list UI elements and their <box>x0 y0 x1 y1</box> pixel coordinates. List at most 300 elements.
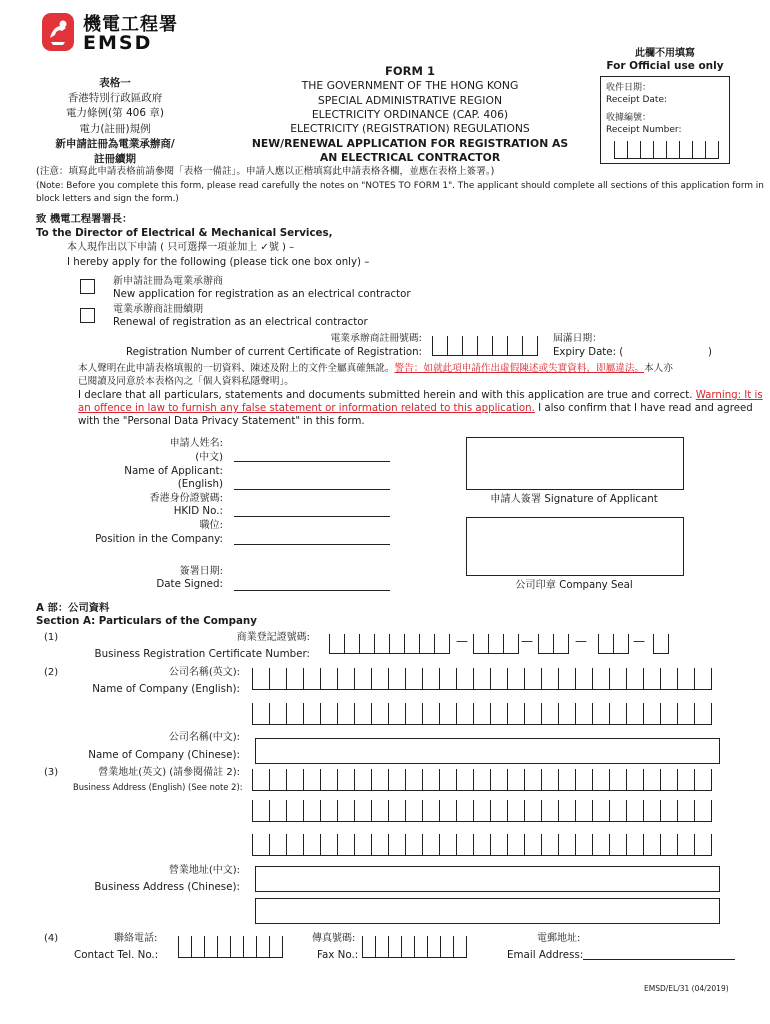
warning-english-cont: an offence in law to furnish any false statement or information related to this application. <box>78 403 535 414</box>
comb-cell-divider <box>492 336 493 356</box>
comb-cell-divider <box>414 936 415 958</box>
comb-cell-divider <box>558 769 559 791</box>
comb-cell-divider <box>439 703 440 725</box>
applicant-name-english-label: Name of Applicant: <box>124 465 223 477</box>
english-line: ELECTRICITY ORDINANCE (CAP. 406) <box>311 108 509 121</box>
comb-cell-divider <box>643 668 644 690</box>
comb-cell-divider <box>575 834 576 856</box>
warning-english: Warning: It is <box>695 390 763 401</box>
cert-reg-chinese: 電業承辦商註冊號碼: <box>330 333 422 344</box>
comb-cell-divider <box>230 936 231 958</box>
english-title-bold: AN ELECTRICAL CONTRACTOR <box>319 151 501 165</box>
company-name-english-chinese-label: 公司名稱(英文): <box>168 667 240 678</box>
comb-cell-divider <box>626 834 627 856</box>
note-english-cont: block letters and sign the form.) <box>36 194 179 204</box>
comb-cell-divider <box>449 634 450 654</box>
fax-comb[interactable] <box>362 936 467 958</box>
comb-cell-divider <box>490 668 491 690</box>
comb-cell-divider <box>507 769 508 791</box>
hkid-chinese-label: 香港身份證號碼: <box>149 493 223 504</box>
date-signed-field[interactable] <box>234 590 390 591</box>
comb-cell-divider <box>518 634 519 654</box>
comb-cell-divider <box>456 834 457 856</box>
company-seal-label: 公司印章 Company Seal <box>515 580 633 591</box>
business-address-english-chinese-label: 營業地址(英文) (請參閱備註 2): <box>98 767 240 778</box>
business-address-chinese-field-row1[interactable] <box>255 866 720 892</box>
declaration-english-c: with the "Personal Data Privacy Statement" in this form. <box>78 416 365 427</box>
comb-cell-divider <box>711 800 712 822</box>
comb-cell-divider <box>453 936 454 958</box>
official-use-title-chinese: 此欄不用填寫 <box>635 48 695 59</box>
brn-chinese-label: 商業登記證號碼: <box>236 632 310 643</box>
comb-cell-divider <box>427 936 428 958</box>
receipt-date-chinese: 收件日期： <box>606 83 652 93</box>
receipt-number-comb <box>614 141 719 159</box>
comb-cell-divider <box>626 668 627 690</box>
brn-comb-part5[interactable] <box>653 634 669 654</box>
comb-cell-divider <box>666 141 667 159</box>
comb-cell-divider <box>473 769 474 791</box>
date-signed-english-label: Date Signed: <box>156 578 223 590</box>
chinese-title-block <box>40 76 190 167</box>
comb-cell-divider <box>627 141 628 159</box>
emsd-logo <box>41 10 181 56</box>
comb-cell-divider <box>269 703 270 725</box>
item-number: (2) <box>44 667 59 678</box>
comb-cell-divider <box>359 634 360 654</box>
comb-cell-divider <box>592 703 593 725</box>
declaration-chinese-line1 <box>78 363 673 376</box>
chinese-line: 香港特別行政區政府 <box>67 92 163 105</box>
section-a-title-english: Section A: Particulars of the Company <box>36 615 257 627</box>
comb-cell-divider <box>419 634 420 654</box>
company-name-english-comb-row2[interactable] <box>252 703 712 725</box>
comb-cell-divider <box>694 800 695 822</box>
comb-cell-divider <box>337 668 338 690</box>
comb-cell-divider <box>388 703 389 725</box>
tel-english-label: Contact Tel. No.: <box>74 949 159 961</box>
comb-cell-divider <box>405 668 406 690</box>
apply-chinese: 本人現作出以下申請 ( 只可選擇一項並加上 ✓號 ) – <box>67 242 295 253</box>
applicant-name-chinese-sub: (中文) <box>195 452 223 463</box>
comb-cell-divider <box>344 634 345 654</box>
comb-cell-divider <box>524 834 525 856</box>
declaration-english-line1 <box>78 389 763 402</box>
business-address-english-comb-row1[interactable] <box>252 769 712 791</box>
comb-cell-divider <box>694 668 695 690</box>
comb-cell-divider <box>718 141 719 159</box>
comb-cell-divider <box>434 634 435 654</box>
comb-cell-divider <box>553 634 554 654</box>
option-renewal-english: Renewal of registration as an electrical contractor <box>113 317 368 328</box>
declaration-english-b: I also confirm that I have read and agreed <box>538 403 753 414</box>
comb-cell-divider <box>660 769 661 791</box>
comb-cell-divider <box>405 769 406 791</box>
comb-cell-divider <box>256 936 257 958</box>
option-new-chinese: 新申請註冊為電業承辦商 <box>113 276 223 287</box>
comb-cell-divider <box>282 936 283 958</box>
comb-cell-divider <box>558 668 559 690</box>
chinese-line: 電力條例(第 406 章) <box>66 107 164 120</box>
declaration-chinese: 本人聲明在此申請表格填報的一切資料、陳述及附上的文件全屬真確無訛。 <box>78 363 395 374</box>
comb-cell-divider <box>388 668 389 690</box>
business-address-english-label: Business Address (English) (See note 2): <box>73 782 243 792</box>
expiry-close: ) <box>708 347 712 358</box>
comb-cell-divider <box>660 834 661 856</box>
comb-cell-divider <box>592 769 593 791</box>
comb-cell-divider <box>405 834 406 856</box>
position-field[interactable] <box>234 544 390 545</box>
comb-cell-divider <box>388 834 389 856</box>
comb-cell-divider <box>541 834 542 856</box>
comb-cell-divider <box>405 703 406 725</box>
comb-cell-divider <box>447 336 448 356</box>
company-name-chinese-chinese-label: 公司名稱(中文): <box>168 732 240 743</box>
comb-cell-divider <box>575 769 576 791</box>
comb-cell-divider <box>422 703 423 725</box>
comb-cell-divider <box>643 703 644 725</box>
comb-cell-divider <box>462 336 463 356</box>
business-address-english-comb-row2[interactable] <box>252 800 712 822</box>
comb-cell-divider <box>371 703 372 725</box>
english-line: THE GOVERNMENT OF THE HONG KONG <box>301 79 519 93</box>
comb-cell-divider <box>405 800 406 822</box>
comb-cell-divider <box>613 634 614 654</box>
comb-cell-divider <box>592 800 593 822</box>
comb-cell-divider <box>191 936 192 958</box>
comb-cell-divider <box>640 141 641 159</box>
logo-english-text: EMSD <box>83 32 153 54</box>
comb-cell-divider <box>679 141 680 159</box>
receipt-number-chinese: 收據編號： <box>606 113 652 123</box>
comb-cell-divider <box>558 703 559 725</box>
comb-cell-divider <box>303 668 304 690</box>
comb-cell-divider <box>694 769 695 791</box>
comb-cell-divider <box>329 634 330 654</box>
comb-cell-divider <box>653 141 654 159</box>
comb-cell-divider <box>320 800 321 822</box>
comb-cell-divider <box>269 834 270 856</box>
comb-cell-divider <box>337 769 338 791</box>
declaration-english-line2 <box>78 402 753 415</box>
comb-cell-divider <box>575 703 576 725</box>
receipt-number-english: Receipt Number: <box>606 125 682 135</box>
declaration-chinese-c: 已閱讀及同意於本表格內之「個人資料私隱聲明」。 <box>78 376 294 387</box>
form-label: FORM 1 <box>385 64 435 78</box>
comb-cell-divider <box>388 769 389 791</box>
fax-chinese-label: 傳真號碼: <box>312 933 356 944</box>
comb-cell-divider <box>490 769 491 791</box>
comb-cell-divider <box>473 834 474 856</box>
emsd-emblem-icon <box>41 12 75 52</box>
comb-cell-divider <box>371 769 372 791</box>
company-name-english-label: Name of Company (English): <box>92 683 240 695</box>
comb-cell-divider <box>473 634 474 654</box>
brn-dash: — <box>521 634 533 648</box>
comb-cell-divider <box>609 800 610 822</box>
company-name-chinese-field[interactable] <box>255 738 720 764</box>
comb-cell-divider <box>252 769 253 791</box>
comb-cell-divider <box>711 668 712 690</box>
comb-cell-divider <box>252 800 253 822</box>
comb-cell-divider <box>320 668 321 690</box>
comb-cell-divider <box>575 800 576 822</box>
comb-cell-divider <box>490 800 491 822</box>
declaration-english: I declare that all particulars, statements and documents submitted herein and with this application are true and correct. <box>78 390 693 401</box>
comb-cell-divider <box>488 634 489 654</box>
comb-cell-divider <box>371 834 372 856</box>
comb-cell-divider <box>524 668 525 690</box>
applicant-name-english-sub: (English) <box>177 478 223 490</box>
comb-cell-divider <box>286 703 287 725</box>
comb-cell-divider <box>337 800 338 822</box>
new-application-checkbox[interactable] <box>80 279 95 294</box>
comb-cell-divider <box>371 800 372 822</box>
brn-comb-part4[interactable] <box>598 634 629 654</box>
comb-cell-divider <box>692 141 693 159</box>
comb-cell-divider <box>653 634 654 654</box>
comb-cell-divider <box>541 769 542 791</box>
receipt-date-english: Receipt Date: <box>606 95 668 105</box>
comb-cell-divider <box>252 834 253 856</box>
comb-cell-divider <box>503 634 504 654</box>
comb-cell-divider <box>507 336 508 356</box>
registration-number-comb[interactable] <box>432 336 538 356</box>
english-title-block <box>240 64 580 165</box>
email-english-label: Email Address: <box>507 949 584 961</box>
comb-baseline <box>473 653 519 654</box>
apply-english: I hereby apply for the following (please tick one box only) – <box>67 257 370 268</box>
comb-cell-divider <box>217 936 218 958</box>
cert-reg-english: Registration Number of current Certificate of Registration: <box>126 347 422 358</box>
comb-cell-divider <box>439 834 440 856</box>
business-address-chinese-label: Business Address (Chinese): <box>94 881 240 893</box>
item-number: (1) <box>44 632 59 643</box>
note-chinese: (注意：填寫此申請表格前請參閱「表格一備註」。申請人應以正楷填寫此申請表格各欄，並應在表格上簽署。) <box>36 166 495 177</box>
comb-cell-divider <box>677 703 678 725</box>
comb-cell-divider <box>422 769 423 791</box>
comb-cell-divider <box>320 834 321 856</box>
comb-cell-divider <box>456 668 457 690</box>
comb-cell-divider <box>668 634 669 654</box>
email-field[interactable] <box>583 959 735 960</box>
applicant-name-chinese-label: 申請人姓名: <box>169 438 223 449</box>
business-address-english-comb-row3[interactable] <box>252 834 712 856</box>
tel-comb[interactable] <box>178 936 283 958</box>
comb-cell-divider <box>643 834 644 856</box>
comb-cell-divider <box>252 703 253 725</box>
comb-cell-divider <box>204 936 205 958</box>
comb-cell-divider <box>303 834 304 856</box>
note-english: (Note: Before you complete this form, please read carefully the notes on "NOTES TO FORM 1". The applicant should complete all sections of this application form in <box>36 181 764 191</box>
english-line: ELECTRICITY (REGISTRATION) REGULATIONS <box>290 122 530 136</box>
english-line: SPECIAL ADMINISTRATIVE REGION <box>317 93 503 107</box>
comb-cell-divider <box>592 834 593 856</box>
expiry-english: Expiry Date: ( <box>553 347 624 358</box>
brn-comb-part3[interactable] <box>538 634 569 654</box>
applicant-name-chinese-field[interactable] <box>234 461 390 462</box>
comb-cell-divider <box>473 800 474 822</box>
chinese-title-bold: 新申請註冊為電業承辦商/ <box>55 137 175 150</box>
declaration-chinese-b: 本人亦 <box>644 363 673 374</box>
comb-cell-divider <box>524 769 525 791</box>
comb-cell-divider <box>269 936 270 958</box>
comb-cell-divider <box>626 800 627 822</box>
date-signed-chinese-label: 簽署日期: <box>179 566 223 577</box>
comb-cell-divider <box>439 769 440 791</box>
comb-cell-divider <box>507 834 508 856</box>
official-use-box <box>600 76 730 164</box>
expiry-chinese: 屆滿日期： <box>553 333 602 344</box>
brn-dash: — <box>633 634 645 648</box>
company-name-chinese-label: Name of Company (Chinese): <box>88 749 240 761</box>
brn-dash: — <box>575 634 587 648</box>
comb-cell-divider <box>537 336 538 356</box>
brn-comb-part2[interactable] <box>473 634 519 654</box>
comb-cell-divider <box>660 800 661 822</box>
form-code-footer: EMSD/EL/31 (04/2019) <box>644 984 729 993</box>
comb-cell-divider <box>269 668 270 690</box>
comb-cell-divider <box>354 834 355 856</box>
fax-english-label: Fax No.: <box>317 949 359 961</box>
comb-cell-divider <box>592 668 593 690</box>
email-chinese-label: 電郵地址: <box>537 933 581 944</box>
comb-cell-divider <box>362 936 363 958</box>
comb-cell-divider <box>609 769 610 791</box>
comb-cell-divider <box>694 703 695 725</box>
comb-cell-divider <box>660 668 661 690</box>
business-address-chinese-field-row2[interactable] <box>255 898 720 924</box>
comb-cell-divider <box>490 703 491 725</box>
comb-cell-divider <box>320 769 321 791</box>
comb-cell-divider <box>354 703 355 725</box>
comb-cell-divider <box>354 668 355 690</box>
comb-cell-divider <box>388 800 389 822</box>
comb-cell-divider <box>440 936 441 958</box>
comb-cell-divider <box>711 834 712 856</box>
comb-cell-divider <box>473 668 474 690</box>
comb-cell-divider <box>575 668 576 690</box>
comb-cell-divider <box>507 668 508 690</box>
comb-cell-divider <box>286 769 287 791</box>
option-renewal-chinese: 電業承辦商註冊續期 <box>113 304 203 315</box>
comb-cell-divider <box>694 834 695 856</box>
comb-cell-divider <box>626 703 627 725</box>
comb-cell-divider <box>337 834 338 856</box>
comb-cell-divider <box>473 703 474 725</box>
logo-chinese-text: 機電工程署 <box>83 14 178 35</box>
comb-cell-divider <box>541 703 542 725</box>
comb-cell-divider <box>466 936 467 958</box>
comb-cell-divider <box>456 769 457 791</box>
comb-cell-divider <box>677 800 678 822</box>
comb-cell-divider <box>286 834 287 856</box>
comb-cell-divider <box>628 634 629 654</box>
comb-cell-divider <box>609 703 610 725</box>
comb-cell-divider <box>677 668 678 690</box>
comb-cell-divider <box>490 834 491 856</box>
comb-cell-divider <box>389 634 390 654</box>
comb-cell-divider <box>538 634 539 654</box>
comb-cell-divider <box>432 336 433 356</box>
tel-chinese-label: 聯絡電話: <box>114 933 158 944</box>
comb-cell-divider <box>178 936 179 958</box>
comb-cell-divider <box>711 769 712 791</box>
option-new-english: New application for registration as an electrical contractor <box>113 289 411 300</box>
applicant-name-english-field[interactable] <box>234 489 390 490</box>
comb-cell-divider <box>558 834 559 856</box>
comb-cell-divider <box>354 800 355 822</box>
comb-cell-divider <box>660 703 661 725</box>
comb-cell-divider <box>303 769 304 791</box>
comb-cell-divider <box>524 800 525 822</box>
comb-cell-divider <box>388 936 389 958</box>
signature-box[interactable] <box>466 437 684 490</box>
chinese-title-bold: 註冊續期 <box>94 153 136 166</box>
company-name-english-comb-row1[interactable] <box>252 668 712 690</box>
comb-cell-divider <box>626 769 627 791</box>
comb-cell-divider <box>422 834 423 856</box>
comb-cell-divider <box>477 336 478 356</box>
comb-cell-divider <box>614 141 615 159</box>
signature-label: 申請人簽署 Signature of Applicant <box>490 494 658 505</box>
hkid-field[interactable] <box>234 516 390 517</box>
comb-cell-divider <box>422 800 423 822</box>
comb-cell-divider <box>320 703 321 725</box>
company-seal-box[interactable] <box>466 517 684 576</box>
renewal-checkbox[interactable] <box>80 308 95 323</box>
comb-cell-divider <box>711 703 712 725</box>
comb-cell-divider <box>677 769 678 791</box>
comb-cell-divider <box>568 634 569 654</box>
brn-english-label: Business Registration Certificate Number: <box>94 648 310 660</box>
addressee-chinese: 致 機電工程署署長： <box>36 213 133 225</box>
comb-cell-divider <box>303 800 304 822</box>
comb-cell-divider <box>522 336 523 356</box>
comb-cell-divider <box>558 800 559 822</box>
official-use-title-english: For Official use only <box>606 60 724 72</box>
section-a-title-chinese: A 部：公司資料 <box>36 602 110 614</box>
comb-cell-divider <box>524 703 525 725</box>
comb-cell-divider <box>354 769 355 791</box>
comb-cell-divider <box>243 936 244 958</box>
comb-cell-divider <box>507 800 508 822</box>
item-number: (3) <box>44 767 59 778</box>
chinese-line: 電力(註冊)規例 <box>79 122 151 135</box>
comb-cell-divider <box>286 800 287 822</box>
comb-cell-divider <box>507 703 508 725</box>
comb-cell-divider <box>252 668 253 690</box>
comb-cell-divider <box>374 634 375 654</box>
brn-dash: — <box>456 634 468 648</box>
comb-cell-divider <box>643 800 644 822</box>
comb-cell-divider <box>269 769 270 791</box>
comb-cell-divider <box>456 800 457 822</box>
english-title-bold: NEW/RENEWAL APPLICATION FOR REGISTRATION AS <box>251 136 569 150</box>
comb-cell-divider <box>286 668 287 690</box>
comb-cell-divider <box>609 668 610 690</box>
position-english-label: Position in the Company: <box>95 533 223 545</box>
comb-cell-divider <box>303 703 304 725</box>
comb-cell-divider <box>541 800 542 822</box>
comb-cell-divider <box>371 668 372 690</box>
comb-cell-divider <box>541 668 542 690</box>
comb-cell-divider <box>337 703 338 725</box>
comb-cell-divider <box>456 703 457 725</box>
brn-comb-part1[interactable] <box>329 634 450 654</box>
comb-baseline <box>653 653 669 654</box>
comb-cell-divider <box>375 936 376 958</box>
